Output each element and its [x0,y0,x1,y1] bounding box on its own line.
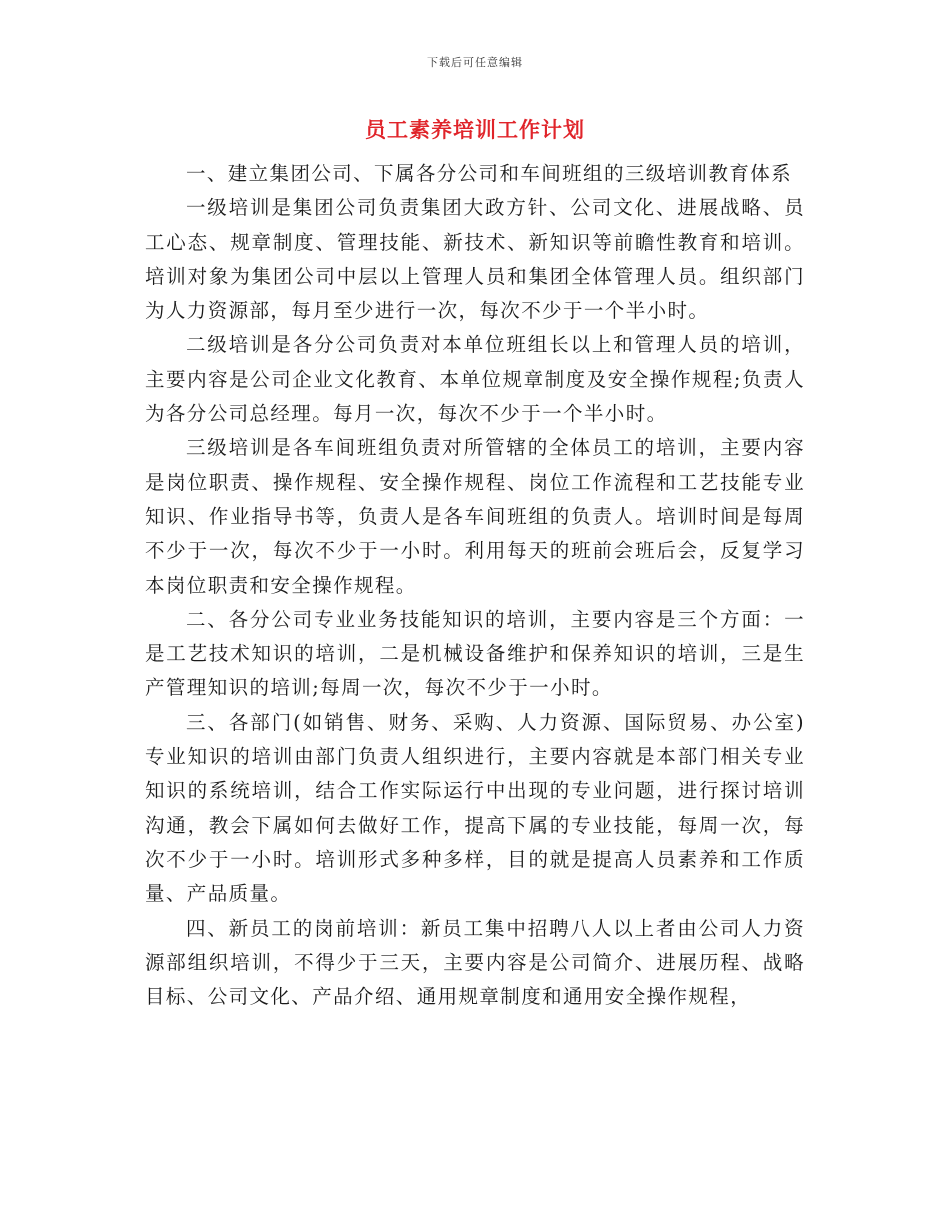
paragraph-section-1-heading: 一、建立集团公司、下属各分公司和车间班组的三级培训教育体系 [185,162,793,185]
paragraph-section-2: 二、各分公司专业业务技能知识的培训，主要内容是三个方面：一是工艺技术知识的培训，二是机械设备维护和保养知识的培训，三是生产管理知识的培训;每周一次，每次不少于一小时。 [145,607,805,700]
paragraph-level-2-training: 二级培训是各分公司负责对本单位班组长以上和管理人员的培训，主要内容是公司企业文化教育、本单位规章制度及安全操作规程;负责人为各分公司总经理。每月一次，每次不少于一个半小时。 [145,333,805,426]
document-title: 员工素养培训工作计划 [365,117,585,142]
header-note: 下载后可任意编辑 [427,56,523,69]
paragraph-level-3-training: 三级培训是各车间班组负责对所管辖的全体员工的培训，主要内容是岗位职责、操作规程、安全操作规程、岗位工作流程和工艺技能专业知识、作业指导书等，负责人是各车间班组的负责人。培训时间是每周不少于一次，每次不少于一小时。利用每天的班前会班后会，反复学习本岗位职责和安全操作规程。 [145,436,805,597]
document-body [145,157,805,1014]
paragraph-section-3: 三、各部门(如销售、财务、采购、人力资源、国际贸易、办公室)专业知识的培训由部门负责人组织进行，主要内容就是本部门相关专业知识的系统培训，结合工作实际运行中出现的专业问题，进行探讨培训沟通，教会下属如何去做好工作，提高下属的专业技能，每周一次，每次不少于一小时。培训形式多种多样，目的就是提高人员素养和工作质量、产品质量。 [145,710,805,906]
paragraph-section-4: 四、新员工的岗前培训：新员工集中招聘八人以上者由公司人力资源部组织培训，不得少于三天，主要内容是公司简介、进展历程、战略目标、公司文化、产品介绍、通用规章制度和通用安全操作规程， [145,916,805,1009]
paragraph-level-1-training: 一级培训是集团公司负责集团大政方针、公司文化、进展战略、员工心态、规章制度、管理技能、新技术、新知识等前瞻性教育和培训。培训对象为集团公司中层以上管理人员和集团全体管理人员。组织部门为人力资源部，每月至少进行一次，每次不少于一个半小时。 [145,196,805,323]
